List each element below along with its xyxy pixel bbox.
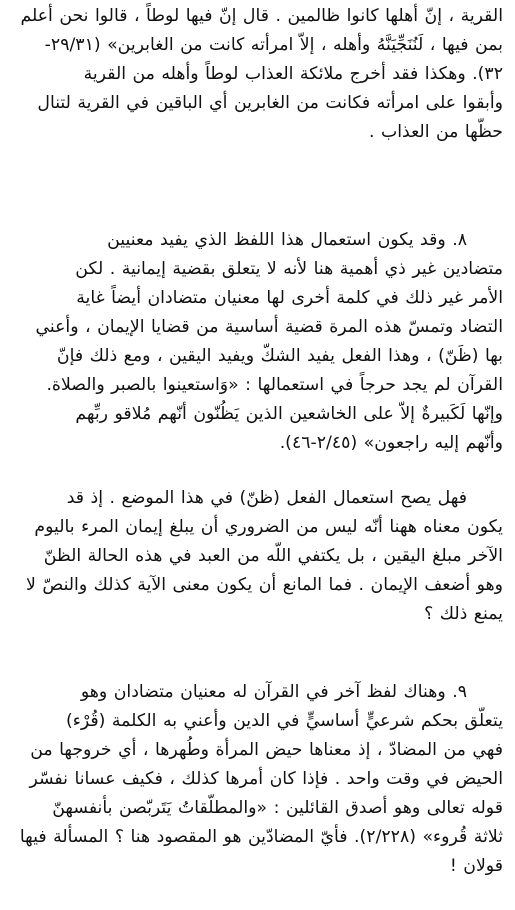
text-line: فهي من المضادّ ، إذ معناها حيض المرأة وطُهرها ، أي خروجها من	[30, 740, 503, 760]
text-line: ٣٢). وهكذا فقد أخرج ملائكة العذاب لوطاً وأهله من القرية	[83, 64, 503, 84]
text-line: وهو أضعف الإيمان . فما المانع أن يكون معنى الآية كذلك والنصّ لا	[26, 575, 503, 595]
text-line: بها (ظَنّ) ، وهذا الفعل يفيد الشكّ ويفيد اليقين ، ومع ذلك فإنّ	[56, 346, 503, 366]
text-line: وإنّها لَكَبيرةٌ إلاّ على الخاشعين الذين يَظُنّون أنّهم مُلاقو ربِّهم	[75, 404, 503, 424]
text-line: ٨. وقد يكون استعمال هذا اللفظ الذي يفيد معنيين	[107, 230, 467, 250]
text-line: الأمر غير ذلك في كلمة أخرى لها معنيان متضادان أيضاً غاية	[76, 288, 503, 308]
text-line: قوله تعالى وهو أصدق القائلين : «والمطلّقاتُ يَتَربّصن بأنفسهنّ	[52, 798, 503, 818]
text-line: متضادين غير ذي أهمية هنا لأنه لا يتعلق بقضية إيمانية . لكن	[75, 259, 503, 279]
text-line: الحيض في وقت واحد . فإذا كان أمرها كذلك ، فكيف عسانا نفسّر	[29, 769, 503, 789]
text-line: يكون معناه ههنا أنّه ليس من الضروري أن يبلغ إيمان المرء باليوم	[34, 517, 503, 537]
text-line: وأبقوا على امرأته فكانت من الغابرين أي الباقين في القرية لتنال	[37, 93, 503, 113]
text-line: القرية ، إنّ أهلها كانوا ظالمين . قال إنّ فيها لوطاً ، قالوا نحن أعلم	[20, 6, 503, 26]
text-line: بمن فيها ، لَنُنَجِّيَنَّهُ وأهله ، إلاّ امرأته كانت من الغابرين» (٢٩/٣١-	[44, 35, 503, 55]
text-line: القرآن لم يجد حرجاً في استعمالها : «وَاستعينوا بالصبر والصلاة.	[46, 375, 503, 395]
text-line: التضاد وتمسّ هذه المرة قضية أساسية من قضايا الإيمان ، وأعني	[35, 317, 503, 337]
text-line: قولان !	[449, 856, 503, 876]
text-line: يتعلّق بحكم شرعيٍّ أساسيٍّ في الدين وأعني به الكلمة (قُرْء)	[65, 711, 503, 731]
text-line: يمنع ذلك ؟	[424, 604, 503, 624]
text-line: فهل يصح استعمال الفعل (ظنّ) في هذا الموضع . إذ قد	[66, 488, 467, 508]
paragraph-1	[10, 2, 503, 147]
text-line: الآخر مبلغ اليقين ، بل يكتفي اللّه من العبد في هذه الحالة الظنّ	[43, 546, 503, 566]
text-line: ثلاثة قُروء» (٢/٢٢٨). فأيّ المضادّين هو المقصود هنا ؟ المسألة فيها	[19, 827, 503, 847]
text-line: ٩. وهناك لفظ آخر في القرآن له معنيان متضادان وهو	[80, 682, 467, 702]
paragraph-4	[10, 678, 503, 881]
text-line: وأنّهم إليه راجعون» (٢/٤٥-٤٦).	[279, 433, 503, 453]
text-line: حظّها من العذاب .	[368, 122, 503, 142]
paragraph-3	[10, 484, 503, 629]
paragraph-2	[10, 226, 503, 458]
